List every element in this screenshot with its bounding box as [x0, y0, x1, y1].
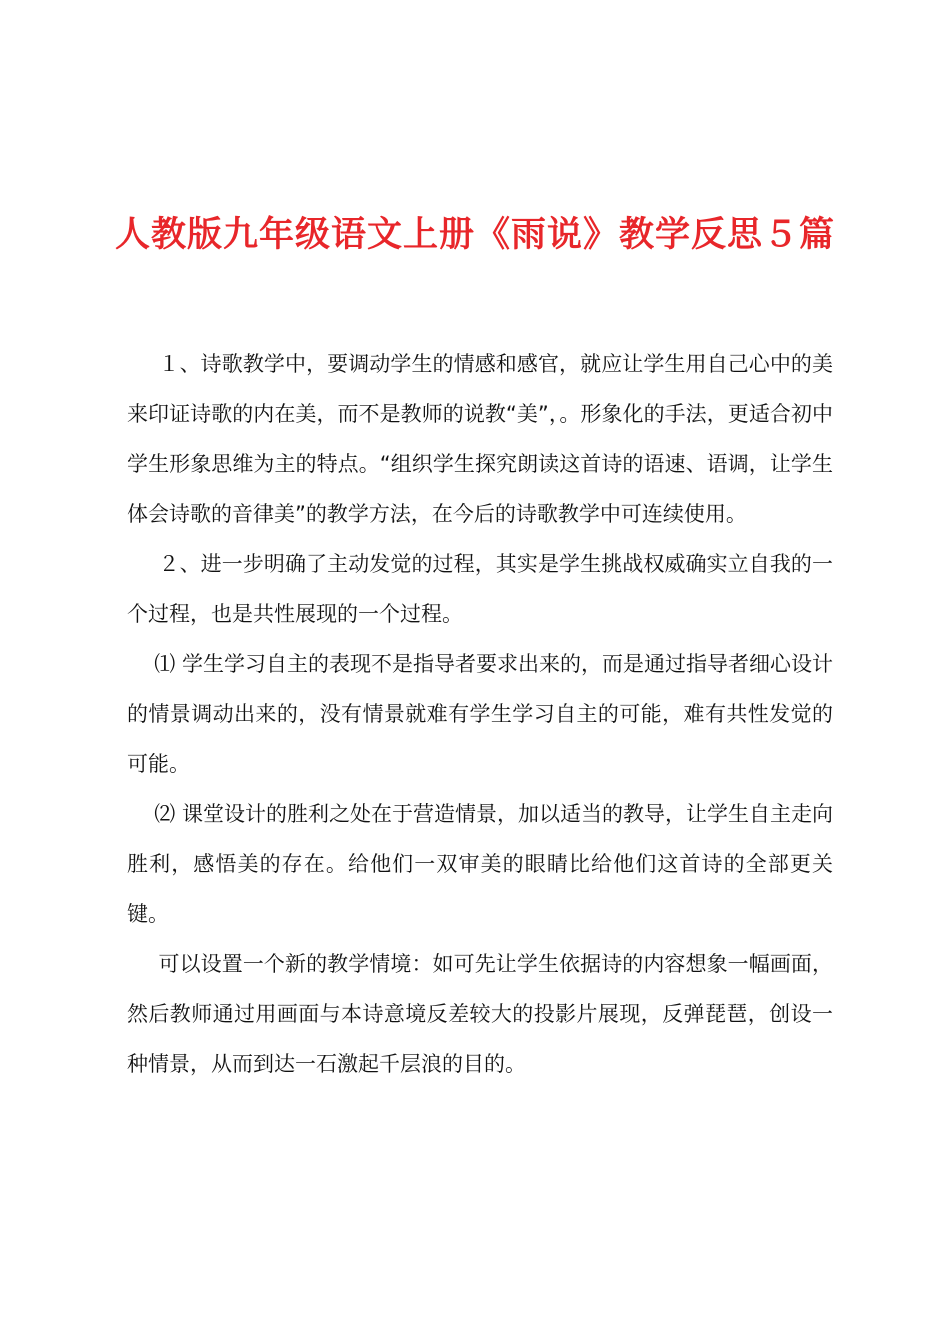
- document-body: [127, 339, 833, 1089]
- paragraph-5: 可以设置一个新的教学情境：如可先让学生依据诗的内容想象一幅画面，然后教师通过用画面与本诗意境反差较大的投影片展现，反弹琵琶，创设一种情景，从而到达一石激起千层浪的目的。: [127, 952, 833, 1076]
- paragraph-2: ２、进一步明确了主动发觉的过程，其实是学生挑战权威确实立自我的一个过程，也是共性展现的一个过程。: [127, 552, 833, 626]
- document-title: 人教版九年级语文上册《雨说》教学反思５篇: [114, 214, 835, 255]
- paragraph-1: １、诗歌教学中，要调动学生的情感和感官，就应让学生用自己心中的美来印证诗歌的内在美，而不是教师的说教“美”，。形象化的手法，更适合初中学生形象思维为主的特点。“组织学生探究朗读这首诗的语速、语调，让学生体会诗歌的音律美”的教学方法，在今后的诗歌教学中可连续使用。: [127, 352, 833, 526]
- paragraph-4: ⑵ 课堂设计的胜利之处在于营造情景，加以适当的教导，让学生自主走向胜利，感悟美的存在。给他们一双审美的眼睛比给他们这首诗的全部更关键。: [127, 802, 833, 926]
- paragraph-3: ⑴ 学生学习自主的表现不是指导者要求出来的，而是通过指导者细心设计的情景调动出来的，没有情景就难有学生学习自主的可能，难有共性发觉的可能。: [127, 652, 833, 776]
